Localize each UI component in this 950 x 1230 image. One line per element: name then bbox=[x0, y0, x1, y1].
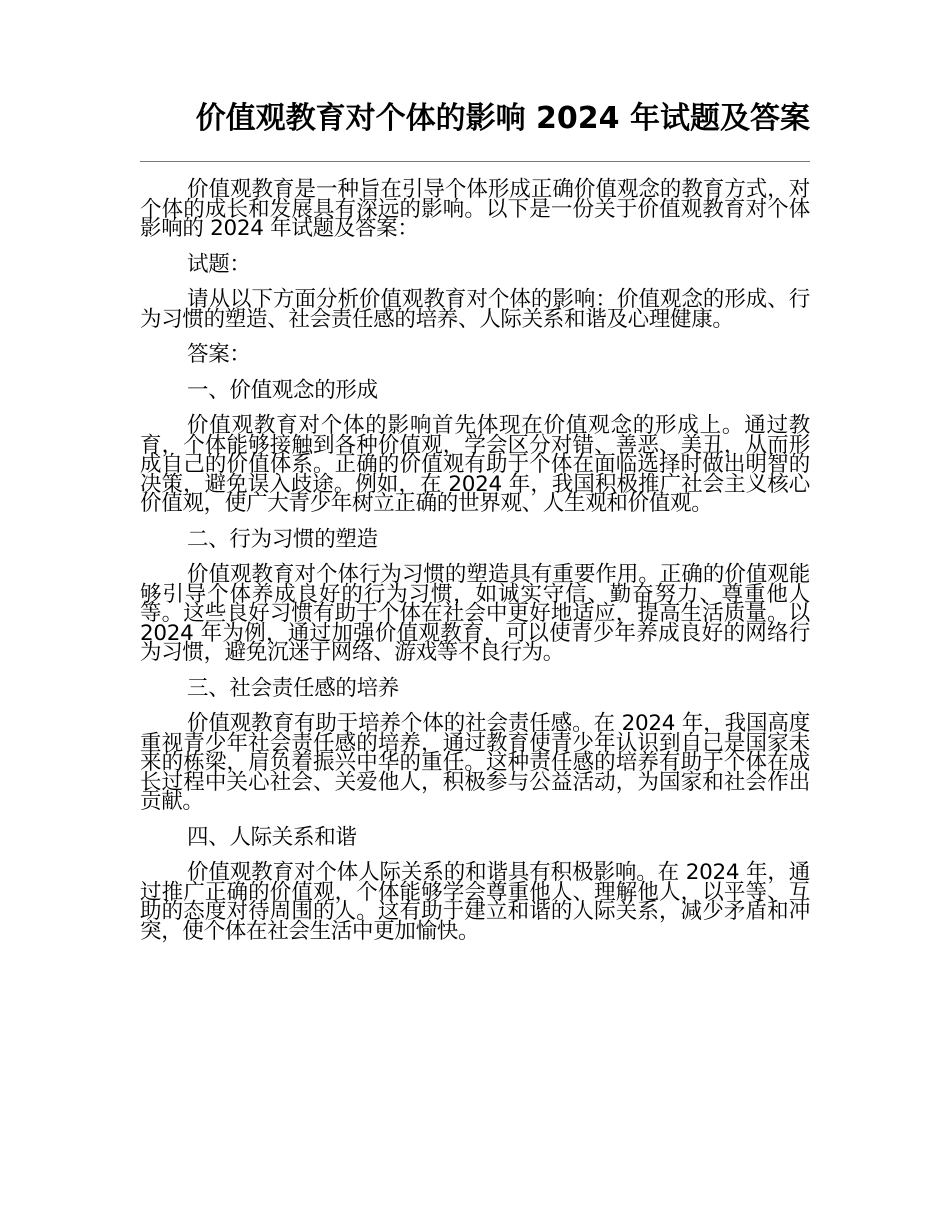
section-paragraph-3: 价值观教育有助于培养个体的社会责任感。在 2024 年，我国高度重视青少年社会责任感的培养，通过教育使青少年认识到自己是国家未来的栋梁，肩负着振兴中华的重任。这种责任感的培养有助于个体在成长过程中关心社会、关爱他人，积极参与公益活动，为国家和社会作出贡献。 bbox=[140, 711, 810, 814]
document-title: 价值观教育对个体的影响 2024 年试题及答案 bbox=[195, 101, 810, 136]
question-paragraph: 请从以下方面分析价值观教育对个体的影响：价值观念的形成、行为习惯的塑造、社会责任感的培养、人际关系和谐及心理健康。 bbox=[140, 287, 810, 332]
section-heading-1: 一、价值观念的形成 bbox=[187, 377, 378, 403]
section-paragraph-4: 价值观教育对个体人际关系的和谐具有积极影响。在 2024 年，通过推广正确的价值观，个体能够学会尊重他人、理解他人，以平等、互助的态度对待周围的人。这有助于建立和谐的人际关系，减少矛盾和冲突，使个体在社会生活中更加愉快。 bbox=[140, 860, 810, 944]
intro-paragraph: 价值观教育是一种旨在引导个体形成正确价值观念的教育方式，对个体的成长和发展具有深远的影响。以下是一份关于价值观教育对个体影响的 2024 年试题及答案： bbox=[140, 177, 810, 241]
section-paragraph-2: 价值观教育对个体行为习惯的塑造具有重要作用。正确的价值观能够引导个体养成良好的行为习惯，如诚实守信、勤奋努力、尊重他人等。这些良好习惯有助于个体在社会中更好地适应，提高生活质量。以 2024 年为例，通过加强价值观教育，可以使青少年养成良好的网络行为习惯，避免沉迷于网络、游戏等不良行为。 bbox=[140, 562, 810, 665]
answer-label: 答案： bbox=[187, 342, 251, 367]
section-heading-2: 二、行为习惯的塑造 bbox=[187, 526, 378, 552]
document-body bbox=[140, 177, 810, 944]
section-paragraph-1: 价值观教育对个体的影响首先体现在价值观念的形成上。通过教育，个体能够接触到各种价值观，学会区分对错、善恶、美丑，从而形成自己的价值体系。正确的价值观有助于个体在面临选择时做出明智的决策，避免误入歧途。例如，在 2024 年，我国积极推广社会主义核心价值观，使广大青少年树立正确的世界观、人生观和价值观。 bbox=[140, 413, 810, 516]
section-heading-3: 三、社会责任感的培养 bbox=[187, 675, 400, 701]
question-label: 试题： bbox=[187, 251, 251, 277]
section-heading-4: 四、人际关系和谐 bbox=[187, 824, 357, 850]
title-underline bbox=[140, 161, 810, 162]
